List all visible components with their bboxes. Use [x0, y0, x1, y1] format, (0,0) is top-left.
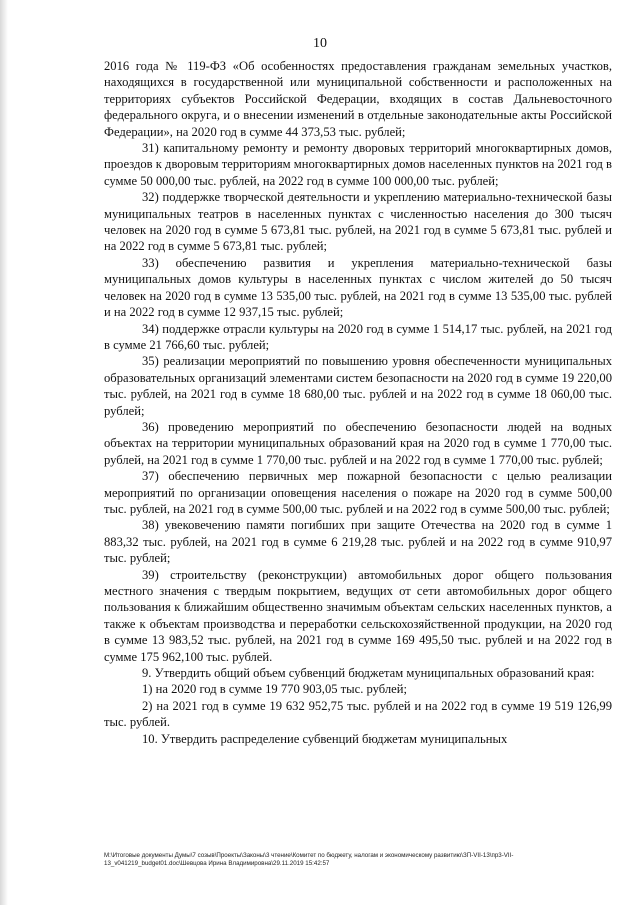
list-item-33: 33) обеспечению развития и укрепления материально-технической базы муниципальных домов культуры в населенных пунктах с числом жителей до 50 тысяч человек на 2020 год в сумме 13 535,00 тыс. рублей, на 2021 год в сумме 13 535,00 тыс. рублей и на 2022 год в сумме 12 937,15 тыс. рублей; — [104, 255, 612, 320]
list-item-36: 36) проведению мероприятий по обеспечению безопасности людей на водных объектах на территории муниципальных образований края на 2020 год в сумме 1 770,00 тыс. рублей, на 2021 год в сумме 1 770,00 тыс. рублей и на 2022 год в сумме 1 770,00 тыс. рублей; — [104, 419, 612, 467]
list-item-31: 31) капитальному ремонту и ремонту дворовых территорий многоквартирных домов, проездов к дворовым территориям многоквартирных домов населенных пунктов на 2021 год в сумме 50 000,00 тыс. рублей, на 2022 год в сумме 100 000,00 тыс. рублей; — [104, 141, 613, 188]
file-path-footer — [104, 852, 614, 868]
scan-edge-shadow — [0, 0, 8, 905]
list-item-39: 39) строительству (реконструкции) автомобильных дорог общего пользования местного значения с твердым покрытием, ведущих от сети автомобильных дорог общего пользования к ближайшим общественно значимым объектам сельских населенных пунктов, а также к объектам производства и переработки сельскохозяйственной продукции, на 2020 год в сумме 13 983,52 тыс. рублей, на 2021 год в сумме 169 495,50 тыс. рублей и на 2022 год в сумме 175 962,100 тыс. рублей. — [104, 567, 612, 664]
section-9-heading: 9. Утвердить общий объем субвенций бюджетам муниципальных образований края: — [142, 666, 595, 681]
paragraph-continuation: 2016 года № 119-ФЗ «Об особенностях предоставления гражданам земельных участков, находящихся в государственной или муниципальной собственности и расположенных на территориях субъектов Российской Федерации, входящих в состав Дальневосточного федерального округа, и о внесении изменений в отдельные законодательные акты Российской Федерации», на 2020 год в сумме 44 373,53 тыс. рублей; — [104, 59, 612, 139]
list-item-35: 35) реализации мероприятий по повышению уровня обеспеченности муниципальных образовательных организаций элементами систем безопасности на 2020 год в сумме 19 220,00 тыс. рублей, на 2021 год в сумме 18 680,00 тыс. рублей и на 2022 год в сумме 18 060,00 тыс. рублей; — [104, 354, 612, 418]
section-10-heading: 10. Утвердить распределение субвенций бюджетам муниципальных — [142, 731, 508, 746]
page-number: 10 — [313, 36, 327, 51]
section-9-item-1: 1) на 2020 год в сумме 19 770 903,05 тыс. рублей; — [142, 682, 408, 697]
footer-path-line-1: М:\Итоговые документы Думы\7 созыв\Проекты\Законы\3 чтение\Комитет по бюджету, налогам и экономическому развитию\ЗП-VII-13\пр3-VII- — [104, 852, 514, 859]
list-item-32: 32) поддержке творческой деятельности и укреплению материально-технической базы муниципальных театров в населенных пунктах с численностью населения до 300 тысяч человек на 2020 год в сумме 5 673,81 тыс. рублей, на 2021 год в сумме 5 673,81 тыс. рублей и на 2022 год в сумме 5 673,81 тыс. рублей; — [104, 190, 612, 254]
list-item-34: 34) поддержке отрасли культуры на 2020 год в сумме 1 514,17 тыс. рублей, на 2021 год в сумме 21 766,60 тыс. рублей; — [104, 321, 612, 352]
section-9-item-2: 2) на 2021 год в сумме 19 632 952,75 тыс. рублей и на 2022 год в сумме 19 519 126,99 тыс. рублей. — [104, 698, 612, 730]
footer-path-line-2: 13_v041219_budget01.doc\Шевцова Ирина Владимировна\29.11.2019 15:42:57 — [104, 860, 330, 867]
list-item-38: 38) увековечению памяти погибших при защите Отечества на 2020 год в сумме 1 883,32 тыс. рублей, на 2021 год в сумме 6 219,28 тыс. рублей и на 2022 год в сумме 910,97 тыс. рублей; — [104, 518, 612, 566]
document-body — [104, 58, 612, 747]
list-item-37: 37) обеспечению первичных мер пожарной безопасности с целью реализации мероприятий по организации оповещения населения о пожаре на 2020 год в сумме 500,00 тыс. рублей, на 2021 год в сумме 500,00 тыс. рублей и на 2022 год в сумме 500,00 тыс. рублей; — [104, 469, 612, 516]
